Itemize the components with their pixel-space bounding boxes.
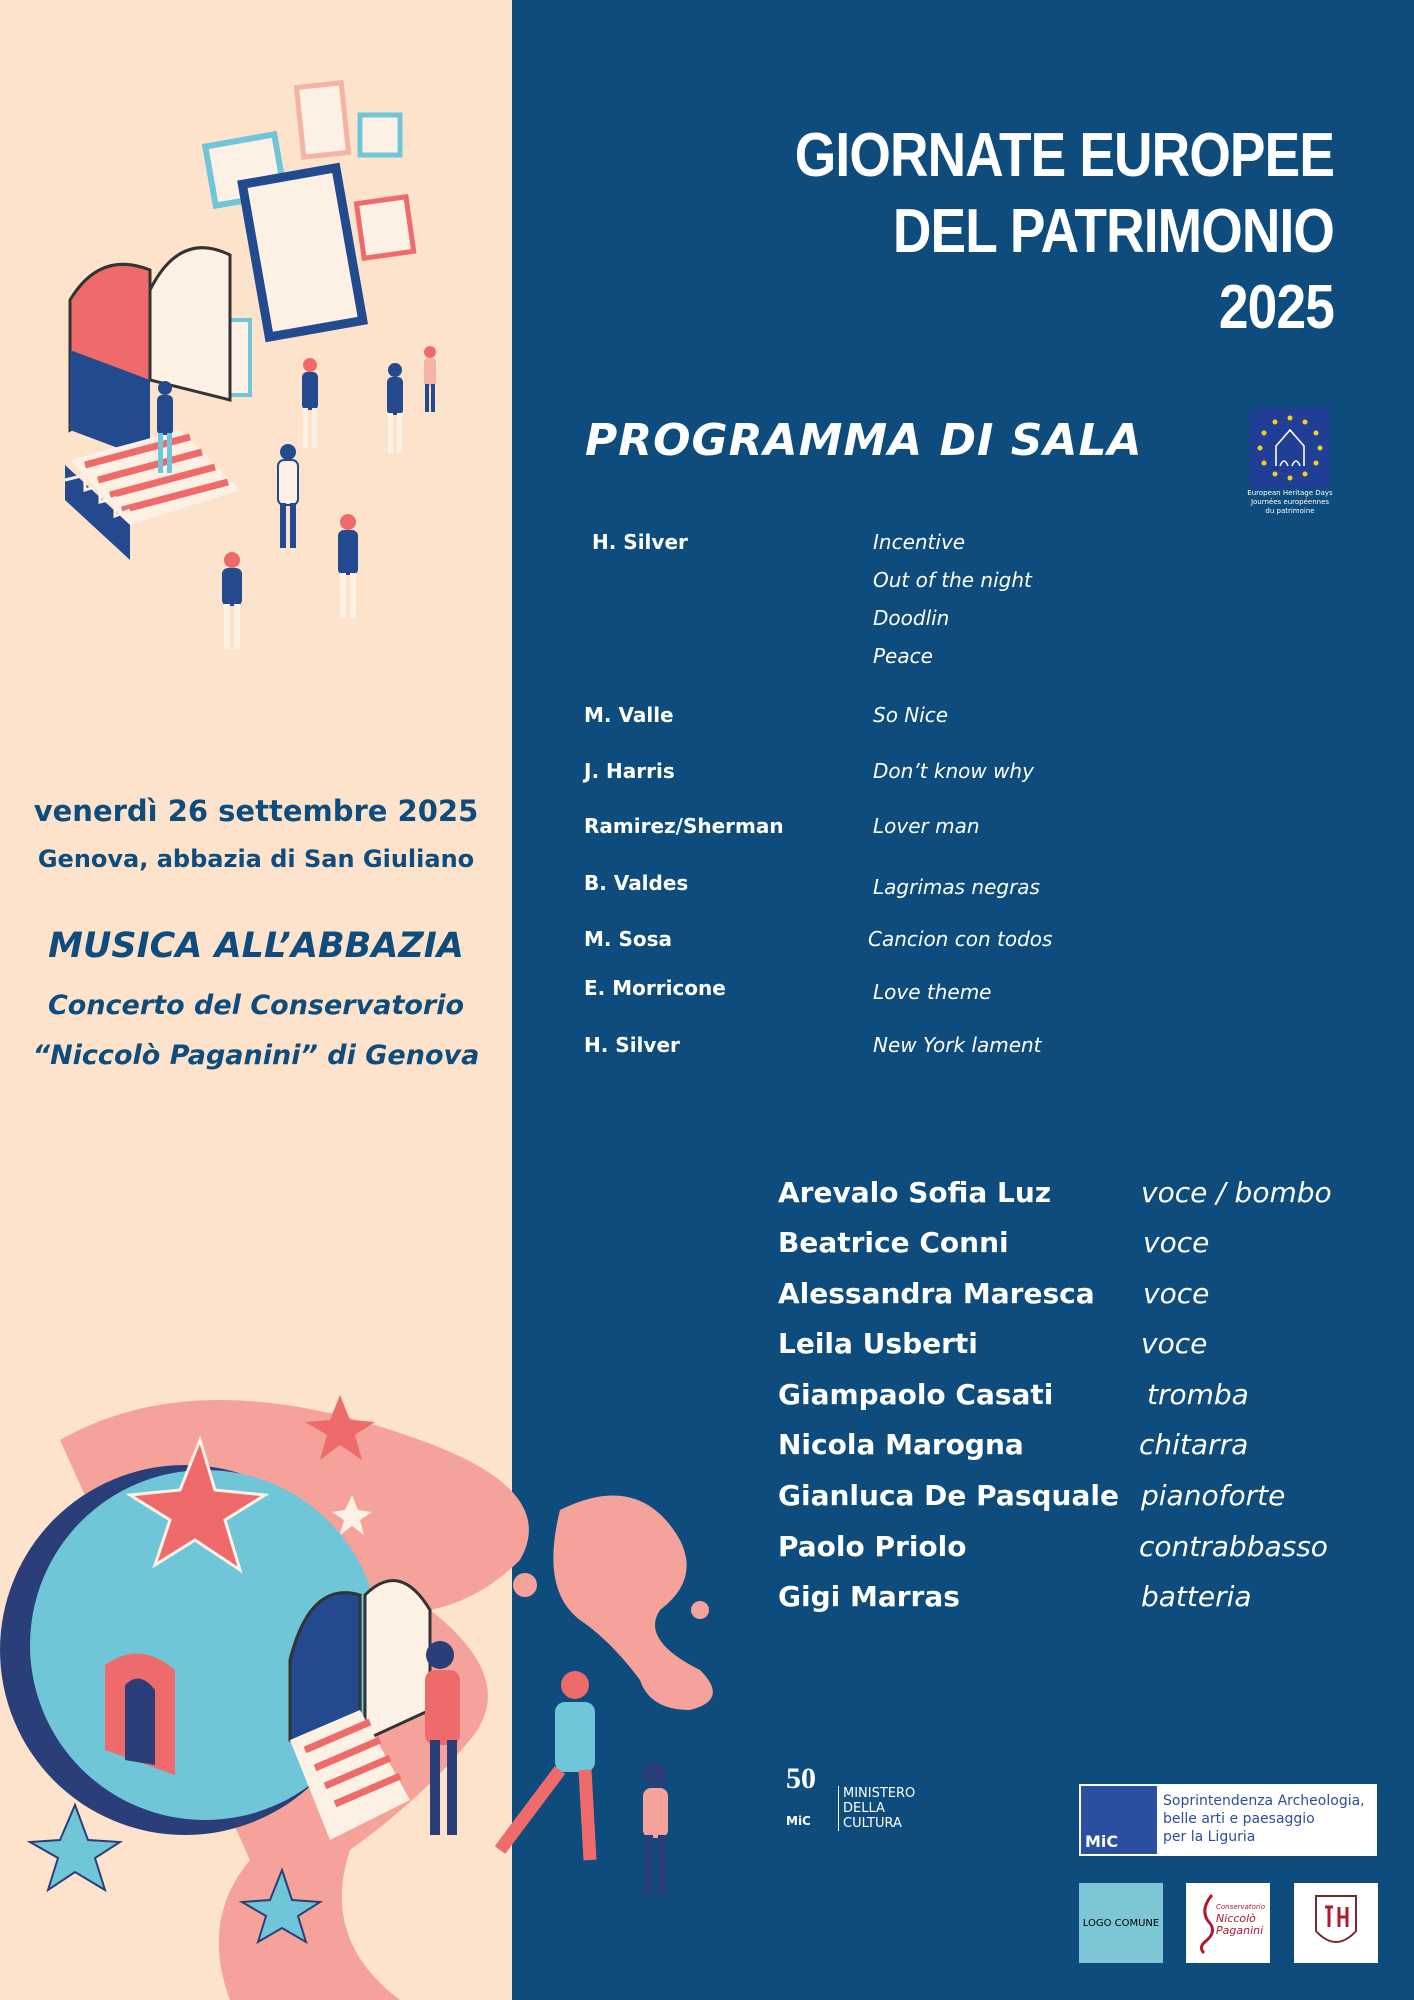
event-place: Genova, abbazia di San Giuliano [37, 845, 475, 873]
programme-piece: So Nice [873, 703, 949, 727]
musician-instrument: contrabbasso [1139, 1530, 1328, 1563]
event-title: MUSICA ALL’ABBAZIA [48, 926, 464, 966]
programme-composer: B. Valdes [584, 871, 689, 895]
mic-anniversary-number: 50 [786, 1762, 816, 1795]
programme-piece: Don’t know why [873, 759, 1034, 783]
programme-composer: H. Silver [584, 1033, 680, 1057]
mic-line-1: MINISTERO [843, 1786, 916, 1801]
programme-piece: Out of the night [873, 568, 1032, 592]
musician-instrument: voce [1143, 1226, 1210, 1259]
programme-composer: J. Harris [584, 759, 675, 783]
gallery-illustration [40, 80, 470, 670]
event-date: venerdì 26 settembre 2025 [33, 794, 479, 828]
programme-composer: Ramirez/Sherman [584, 814, 784, 838]
programme-composer: E. Morricone [584, 976, 726, 1000]
programme-piece: Peace [873, 644, 933, 668]
conservatorio-text [1216, 1901, 1265, 1937]
programme-composer: H. Silver [592, 530, 688, 554]
conservatorio-line-1: Conservatorio [1216, 1903, 1266, 1911]
eu-stars-icon [1250, 408, 1330, 488]
abbey-illustration [0, 1380, 740, 2000]
musician-name: Paolo Priolo [778, 1530, 967, 1563]
soprintendenza-logo [1079, 1784, 1377, 1856]
page-title [795, 118, 1334, 346]
conservatorio-line-2: Niccolò [1216, 1912, 1256, 1925]
musician-instrument: tromba [1147, 1378, 1249, 1411]
programme-composer: M. Valle [584, 703, 674, 727]
european-heritage-days-logo [1250, 408, 1330, 488]
european-heritage-days-caption [1235, 489, 1345, 516]
soprintendenza-line-2: belle arti e paesaggio [1163, 1811, 1315, 1827]
musician-name: Leila Usberti [778, 1327, 978, 1360]
musician-instrument: batteria [1141, 1580, 1252, 1613]
ministero-cultura-logo [786, 1762, 946, 1842]
programme-piece: Lover man [873, 814, 980, 838]
programme-composer: M. Sosa [584, 927, 673, 951]
musician-name: Gigi Marras [778, 1580, 960, 1613]
programme-heading: PROGRAMMA DI SALA [585, 415, 1143, 466]
musician-name: Nicola Marogna [778, 1428, 1024, 1461]
mic-line-3: CULTURA [843, 1816, 902, 1831]
ehd-line-3: du patrimoine [1265, 507, 1315, 515]
musician-name: Beatrice Conni [778, 1226, 1009, 1259]
event-description-line-2: “Niccolò Paganini” di Genova [32, 1040, 480, 1071]
programme-piece: New York lament [873, 1033, 1042, 1057]
soprintendenza-text [1163, 1792, 1365, 1846]
musician-instrument: voce [1143, 1277, 1210, 1310]
soprintendenza-line-1: Soprintendenza Archeologia, [1163, 1793, 1365, 1809]
title-line-3: 2025 [1218, 273, 1334, 342]
musician-instrument: voce [1141, 1327, 1208, 1360]
mic-line-2: DELLA [843, 1801, 885, 1816]
programme-piece: Love theme [873, 980, 992, 1004]
soprintendenza-line-3: per la Liguria [1163, 1829, 1256, 1845]
programme-piece: Cancion con todos [868, 927, 1053, 951]
musician-instrument: pianoforte [1141, 1479, 1286, 1512]
musician-instrument: voce / bombo [1141, 1176, 1332, 1209]
programme-piece: Incentive [873, 530, 966, 554]
mic-text [838, 1786, 915, 1831]
title-line-1: GIORNATE EUROPEE [794, 121, 1334, 190]
crest-logo [1294, 1883, 1378, 1963]
musician-name: Arevalo Sofia Luz [778, 1176, 1052, 1209]
ehd-line-1: European Heritage Days [1247, 489, 1333, 497]
programme-piece: Lagrimas negras [873, 875, 1040, 899]
ehd-line-2: Journées européennes [1250, 498, 1330, 506]
mic-emblem-icon [1081, 1786, 1157, 1854]
musician-name: Gianluca De Pasquale [778, 1479, 1119, 1512]
musician-name: Giampaolo Casati [778, 1378, 1054, 1411]
conservatorio-logo [1186, 1883, 1270, 1963]
mic-emblem-text: MiC [1085, 1832, 1119, 1851]
event-description-line-1: Concerto del Conservatorio [47, 990, 465, 1021]
title-line-2: DEL PATRIMONIO [892, 197, 1334, 266]
musician-instrument: chitarra [1139, 1428, 1249, 1461]
mic-abbreviation: MiC [786, 1814, 811, 1828]
logo-comune: LOGO COMUNE [1079, 1883, 1163, 1963]
conservatorio-line-3: Paganini [1216, 1924, 1264, 1937]
programme-piece: Doodlin [873, 606, 950, 630]
crest-shield-icon [1311, 1891, 1361, 1955]
musician-name: Alessandra Maresca [778, 1277, 1095, 1310]
